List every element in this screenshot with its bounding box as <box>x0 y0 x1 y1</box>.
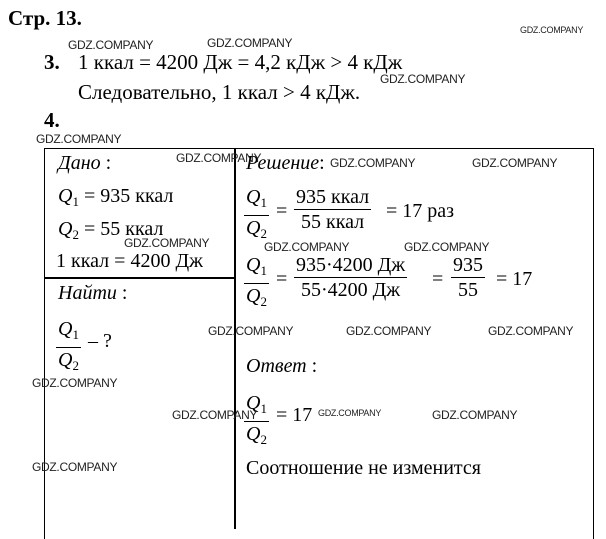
watermark: GDZ.COMPANY <box>380 72 466 86</box>
watermark: GDZ.COMPANY <box>32 376 118 390</box>
solution-heading: Решение: <box>246 152 325 174</box>
given-heading: Дано : <box>58 152 112 174</box>
watermark: GDZ.COMPANY <box>172 408 258 422</box>
task-3-number: 3. <box>44 50 60 74</box>
eq2-fraction-2: 935 55 <box>453 254 483 302</box>
task-4-number: 4. <box>44 108 60 132</box>
watermark: GDZ.COMPANY <box>32 460 118 474</box>
watermark: GDZ.COMPANY <box>520 25 584 35</box>
watermark: GDZ.COMPANY <box>488 324 574 338</box>
watermark: GDZ.COMPANY <box>208 324 294 338</box>
eq1-ratio: $Q_1$ $Q_2$ <box>246 186 267 242</box>
watermark: GDZ.COMPANY <box>264 240 350 254</box>
watermark: GDZ.COMPANY <box>207 36 293 50</box>
find-question: – ? <box>88 330 112 352</box>
watermark: GDZ.COMPANY <box>432 408 518 422</box>
eq1-fraction: 935 ккал 55 ккал <box>296 186 370 234</box>
eq2-ratio: $Q_1$ $Q_2$ <box>246 254 267 310</box>
watermark: GDZ.COMPANY <box>346 324 432 338</box>
given-q2: $Q_2 = 55$ ккал <box>58 218 164 242</box>
task-3-line-2: Следовательно, 1 ккал > 4 кДж. <box>78 80 361 104</box>
watermark: GDZ.COMPANY <box>176 151 262 165</box>
watermark: GDZ.COMPANY <box>68 38 154 52</box>
find-fraction: $Q_1$ $Q_2$ <box>58 318 79 374</box>
eq2-equals-2: = <box>432 268 444 290</box>
given-q1: $Q_1 = 935$ ккал <box>58 185 174 209</box>
eq2-equals-1: = <box>276 268 288 290</box>
table-divider <box>234 148 236 529</box>
eq2-fraction-1: 935·4200 Дж 55·4200 Дж <box>296 254 406 302</box>
answer-conclusion: Соотношение не изменится <box>246 457 481 479</box>
eq1-equals: = <box>276 200 288 222</box>
watermark: GDZ.COMPANY <box>330 156 416 170</box>
page-heading: Стр. 13. <box>8 6 82 30</box>
task-3-line-1: 1 ккал = 4200 Дж = 4,2 кДж > 4 кДж <box>78 50 403 74</box>
answer-heading: Ответ : <box>246 355 318 377</box>
answer-ratio: $Q_1$ $Q_2$ <box>246 392 267 448</box>
watermark: GDZ.COMPANY <box>318 408 382 418</box>
eq1-result: = 17 раз <box>386 200 455 222</box>
watermark: GDZ.COMPANY <box>472 156 558 170</box>
given-conversion: 1 ккал = 4200 Дж <box>56 250 203 272</box>
answer-result: = 17 <box>276 404 313 426</box>
watermark: GDZ.COMPANY <box>124 236 210 250</box>
watermark: GDZ.COMPANY <box>36 132 122 146</box>
given-find-separator <box>44 277 235 279</box>
find-heading: Найти : <box>58 282 128 304</box>
eq2-result: = 17 <box>496 268 533 290</box>
watermark: GDZ.COMPANY <box>404 240 490 254</box>
